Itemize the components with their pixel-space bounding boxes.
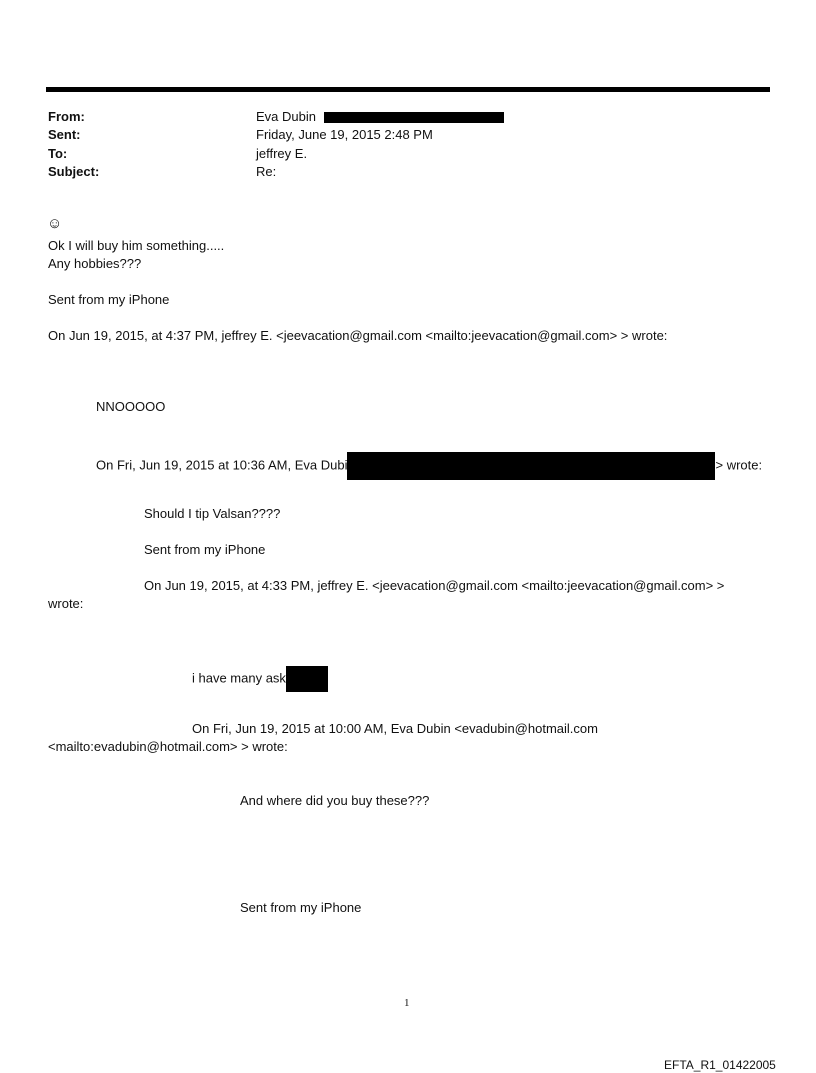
reply-2: Should I tip Valsan???? [144,506,281,521]
subject-label: Subject: [48,164,100,179]
to-label: To: [48,146,68,161]
subject-value: Re: [256,164,277,179]
quote-header-4: On Fri, Jun 19, 2015 at 10:00 AM, Eva Dubin <evadubin@hotmail.com [192,721,598,736]
from-value [256,108,504,126]
body-line-1: Ok I will buy him something..... [48,238,225,253]
from-label: From: [48,109,85,124]
from-name: Eva Dubin [256,109,316,124]
smiley-icon: ☺ [47,215,63,232]
redaction-box [324,112,504,123]
sent-label: Sent: [48,127,81,142]
quote-header-1: On Jun 19, 2015, at 4:37 PM, jeffrey E. <jeevacation@gmail.com <mailto:jeevacation@gmail.com> > wrote: [48,328,668,343]
redaction-box [347,452,715,480]
quote-header-2 [96,452,762,480]
to-value: jeffrey E. [256,146,308,161]
quote-header-2-end: > wrote: [715,457,763,473]
reply-1: NNOOOOO [96,399,166,414]
header-rule [46,87,770,92]
reply-3 [192,666,328,692]
body-line-2: Any hobbies??? [48,256,142,271]
signature: Sent from my iPhone [48,292,170,307]
redaction-box [286,666,328,692]
signature: Sent from my iPhone [144,542,266,557]
reply-4: And where did you buy these??? [240,793,430,808]
quote-header-4-wrap: <mailto:evadubin@hotmail.com> > wrote: [48,739,288,754]
quote-header-2-start: On Fri, Jun 19, 2015 at 10:36 AM, Eva Dubi [96,457,348,473]
quote-header-3-wrap: wrote: [48,596,84,611]
signature: Sent from my iPhone [240,900,362,915]
quote-header-3: On Jun 19, 2015, at 4:33 PM, jeffrey E. <jeevacation@gmail.com <mailto:jeevacation@gmail.com> > [144,578,725,593]
bates-number: EFTA_R1_01422005 [664,1058,776,1072]
sent-value: Friday, June 19, 2015 2:48 PM [256,127,433,142]
reply-3-text: i have many ask [192,670,286,686]
page-number: 1 [404,997,410,1009]
